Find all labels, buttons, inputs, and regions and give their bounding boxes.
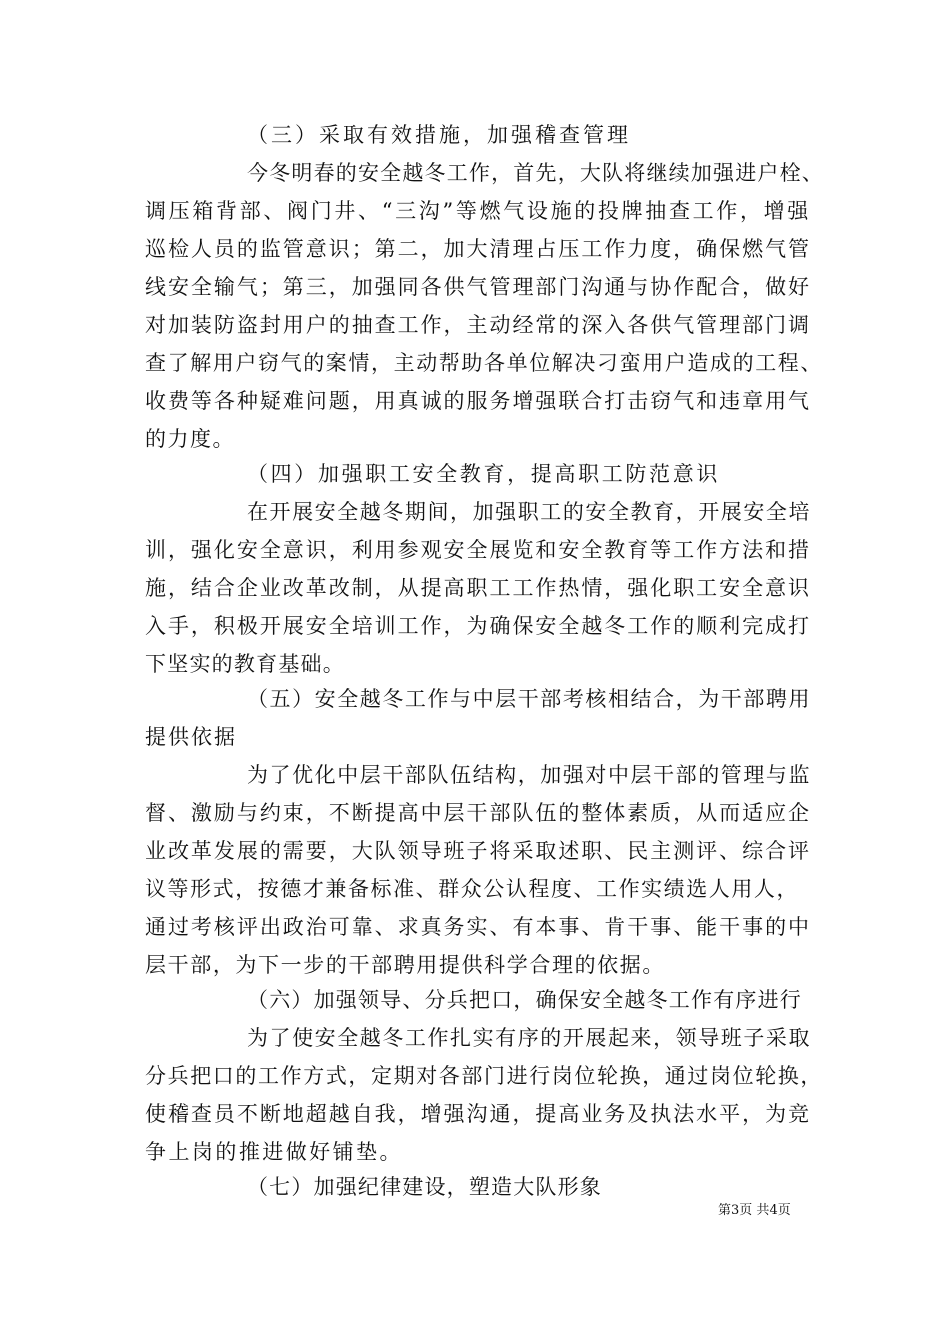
section-heading: 提供依据 xyxy=(145,725,237,749)
section-heading: （五）安全越冬工作与中层干部考核相结合，为干部聘用 xyxy=(247,687,811,711)
body-line: 为了优化中层干部队伍结构，加强对中层干部的管理与监 xyxy=(247,763,811,787)
body-line: 线安全输气；第三，加强同各供气管理部门沟通与协作配合，做好 xyxy=(145,275,811,299)
section-heading: （三）采取有效措施，加强稽查管理 xyxy=(247,123,631,147)
footer-middle: 页 共 xyxy=(739,1203,770,1218)
body-line: 层干部，为下一步的干部聘用提供科学合理的依据。 xyxy=(145,953,665,977)
body-line: 争上岗的推进做好铺垫。 xyxy=(145,1140,403,1164)
body-line: 巡检人员的监管意识；第二，加大清理占压工作力度，确保燃气管 xyxy=(145,237,811,261)
body-line: 议等形式，按德才兼备标准、群众公认程度、工作实绩选人用人， xyxy=(145,877,799,901)
section-heading: （四）加强职工安全教育，提高职工防范意识 xyxy=(247,462,720,486)
body-line: 训，强化安全意识，利用参观安全展览和安全教育等工作方法和措 xyxy=(145,538,811,562)
body-line: 入手，积极开展安全培训工作，为确保安全越冬工作的顺利完成打 xyxy=(145,614,811,638)
total-pages-number: 4 xyxy=(769,1203,778,1218)
body-line: 施，结合企业改革改制，从提高职工工作热情，强化职工安全意识 xyxy=(145,576,811,600)
body-line: 收费等各种疑难问题，用真诚的服务增强联合打击窃气和违章用气 xyxy=(145,389,811,413)
body-line: 今冬明春的安全越冬工作，首先，大队将继续加强进户栓、 xyxy=(247,161,824,185)
body-line: 调压箱背部、阀门井、“三沟”等燃气设施的投牌抽查工作，增强 xyxy=(145,199,811,223)
body-line: 通过考核评出政治可靠、求真务实、有本事、肯干事、能干事的中 xyxy=(145,915,811,939)
body-line: 为了使安全越冬工作扎实有序的开展起来，领导班子采取 xyxy=(247,1026,811,1050)
page-number-footer xyxy=(718,1203,791,1219)
footer-prefix: 第 xyxy=(718,1203,732,1218)
current-page-number: 3 xyxy=(731,1203,740,1218)
body-line: 在开展安全越冬期间，加强职工的安全教育，开展安全培 xyxy=(247,500,811,524)
body-line: 查了解用户窃气的案情，主动帮助各单位解决刁蛮用户造成的工程、 xyxy=(145,351,823,375)
body-line: 分兵把口的工作方式，定期对各部门进行岗位轮换，通过岗位轮换， xyxy=(145,1064,823,1088)
body-line: 督、激励与约束，不断提高中层干部队伍的整体素质，从而适应企 xyxy=(145,801,811,825)
body-line: 使稽查员不断地超越自我，增强沟通，提高业务及执法水平，为竞 xyxy=(145,1102,811,1126)
section-heading: （七）加强纪律建设，塑造大队形象 xyxy=(247,1175,602,1199)
body-line: 下坚实的教育基础。 xyxy=(145,652,345,676)
body-line: 业改革发展的需要，大队领导班子将采取述职、民主测评、综合评 xyxy=(145,839,811,863)
section-heading: （六）加强领导、分兵把口，确保安全越冬工作有序进行 xyxy=(247,988,802,1012)
body-line: 的力度。 xyxy=(145,427,235,451)
body-line: 对加装防盗封用户的抽查工作，主动经常的深入各供气管理部门调 xyxy=(145,313,811,337)
footer-suffix: 页 xyxy=(777,1203,791,1218)
